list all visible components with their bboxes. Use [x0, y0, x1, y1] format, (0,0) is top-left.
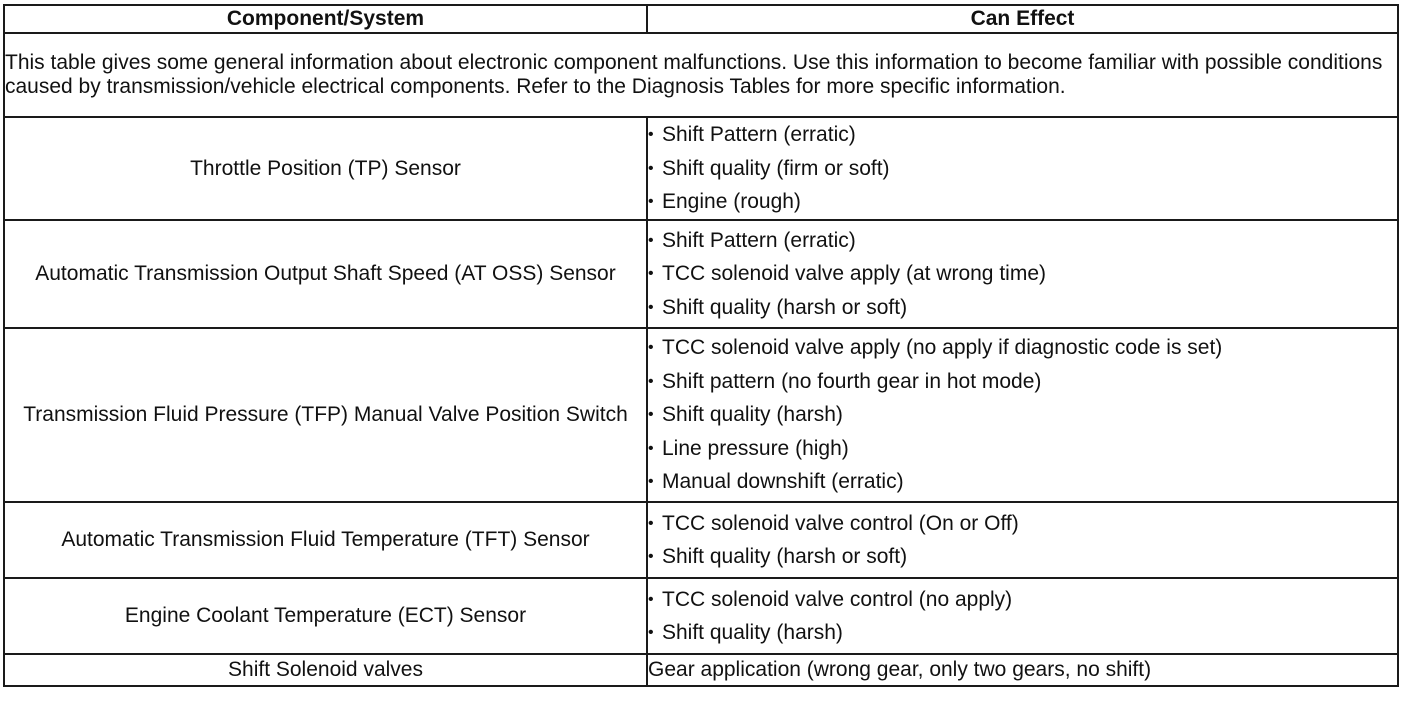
effects-cell: Gear application (wrong gear, only two gears, no shift) [647, 654, 1398, 686]
component-cell: Shift Solenoid valves [4, 654, 647, 686]
table-row [4, 328, 1398, 502]
component-cell: Automatic Transmission Output Shaft Speed (AT OSS) Sensor [4, 220, 647, 328]
effects-cell [647, 578, 1398, 654]
list-item: • Line pressure (high) [648, 432, 1397, 466]
list-item: • Engine (rough) [648, 185, 1397, 219]
effects-list [648, 224, 1397, 325]
list-item: • Shift quality (harsh) [648, 398, 1397, 432]
effects-list [648, 507, 1397, 574]
intro-text: This table gives some general information about electronic component malfunctions. Use this information to become familiar with possible conditions caused by transmission/vehicle electrical components. Refer to the Diagnosis Tables for more specific information. [4, 33, 1398, 117]
list-item: • Shift quality (harsh) [648, 616, 1397, 650]
effects-cell [647, 328, 1398, 502]
effects-list [648, 583, 1397, 650]
header-component: Component/System [4, 5, 647, 33]
list-item: • Shift quality (firm or soft) [648, 152, 1397, 186]
component-cell: Throttle Position (TP) Sensor [4, 117, 647, 220]
diagnosis-table [3, 4, 1399, 687]
component-cell: Transmission Fluid Pressure (TFP) Manual Valve Position Switch [4, 328, 647, 502]
table-row [4, 654, 1398, 686]
intro-row [4, 33, 1398, 117]
list-item: • Shift quality (harsh or soft) [648, 291, 1397, 325]
list-item: • TCC solenoid valve apply (no apply if diagnostic code is set) [648, 331, 1397, 365]
list-item: • TCC solenoid valve apply (at wrong time) [648, 257, 1397, 291]
list-item: • TCC solenoid valve control (no apply) [648, 583, 1397, 617]
list-item: • Shift pattern (no fourth gear in hot mode) [648, 365, 1397, 399]
table-row [4, 117, 1398, 220]
effects-list [648, 118, 1397, 219]
header-row [4, 5, 1398, 33]
list-item: • Shift Pattern (erratic) [648, 224, 1397, 258]
list-item: • Manual downshift (erratic) [648, 465, 1397, 499]
component-cell: Automatic Transmission Fluid Temperature (TFT) Sensor [4, 502, 647, 578]
list-item: • Shift quality (harsh or soft) [648, 540, 1397, 574]
list-item: • Shift Pattern (erratic) [648, 118, 1397, 152]
effects-list [648, 331, 1397, 499]
table-row [4, 502, 1398, 578]
list-item: • TCC solenoid valve control (On or Off) [648, 507, 1397, 541]
effects-cell [647, 117, 1398, 220]
effects-cell [647, 502, 1398, 578]
table-row [4, 220, 1398, 328]
header-effect: Can Effect [647, 5, 1398, 33]
component-cell: Engine Coolant Temperature (ECT) Sensor [4, 578, 647, 654]
effects-cell [647, 220, 1398, 328]
table-row [4, 578, 1398, 654]
